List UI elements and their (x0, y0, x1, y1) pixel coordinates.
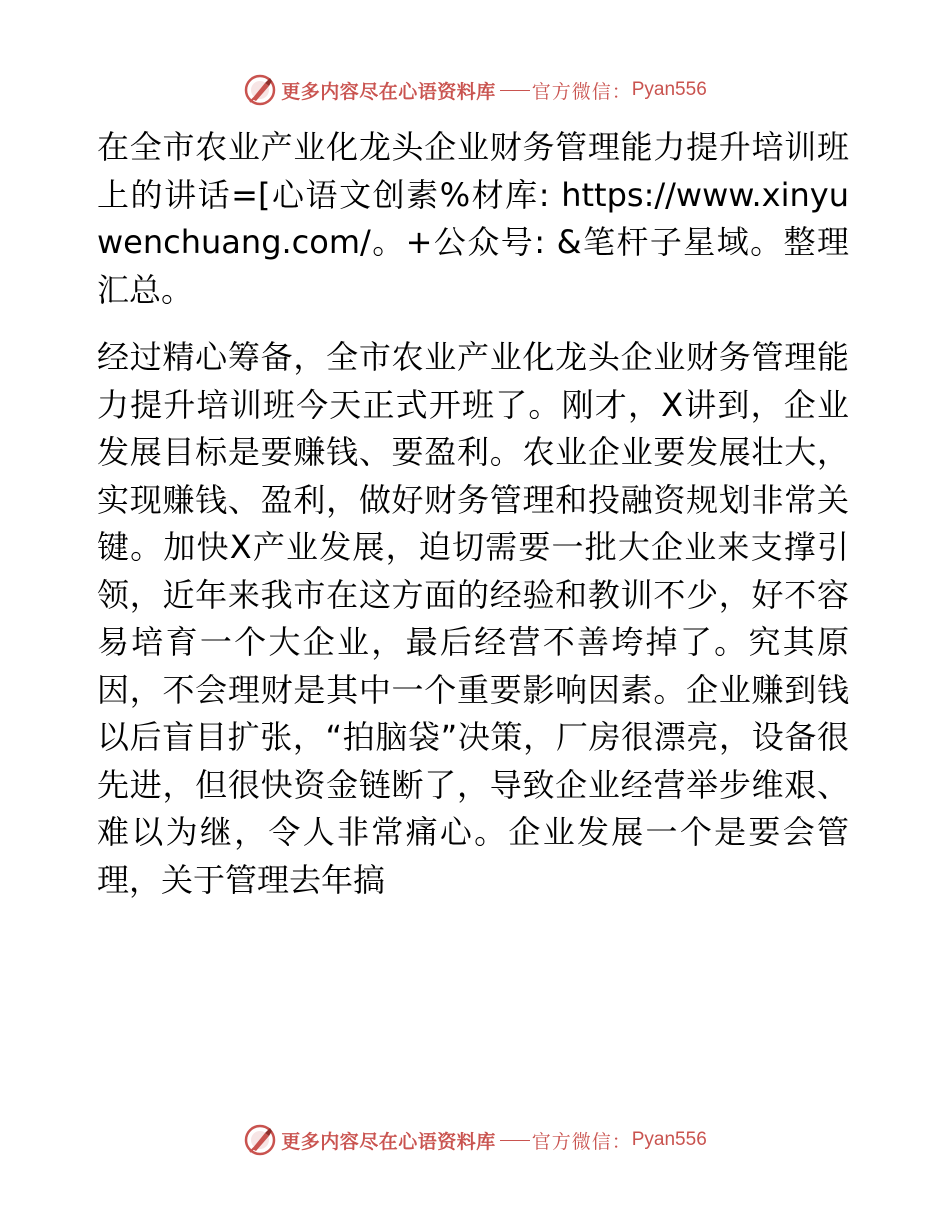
banner-divider (500, 1140, 530, 1141)
banner-title: 更多内容尽在心语资料库 (281, 80, 496, 103)
banner-title: 更多内容尽在心语资料库 (281, 1130, 496, 1153)
header-banner (0, 70, 950, 110)
banner-wechat-id: Pyan556 (631, 79, 707, 100)
document-body (97, 124, 849, 904)
banner-wechat-label: 官方微信： (531, 1130, 632, 1153)
quill-pen-seal-icon (243, 1123, 277, 1157)
banner-wechat-label: 官方微信： (531, 80, 632, 103)
title-paragraph: 在全市农业产业化龙头企业财务管理能力提升培训班上的讲话=[心语文创素%材库: https://www.xinyuwenchuang.com/。+公众号: &笔杆子星域。整理汇总。 (97, 128, 849, 309)
body-paragraph: 经过精心筹备，全市农业产业化龙头企业财务管理能力提升培训班今天正式开班了。刚才，X讲到，企业发展目标是要赚钱、要盈利。农业企业要发展壮大，实现赚钱、盈利，做好财务管理和投融资规划非常关键。加快X产业发展，迫切需要一批大企业来支撑引领，近年来我市在这方面的经验和教训不少，好不容易培育一个大企业，最后经营不善垮掉了。究其原因，不会理财是其中一个重要影响因素。企业赚到钱以后盲目扩张，“拍脑袋”决策，厂房很漂亮，设备很先进，但很快资金链断了，导致企业经营举步维艰、难以为继，令人非常痛心。企业发展一个是要会管理，关于管理去年搞 (97, 338, 849, 899)
banner-divider (500, 90, 530, 91)
quill-pen-seal-icon (243, 73, 277, 107)
banner-wechat-id: Pyan556 (631, 1129, 707, 1150)
footer-banner (0, 1120, 950, 1160)
